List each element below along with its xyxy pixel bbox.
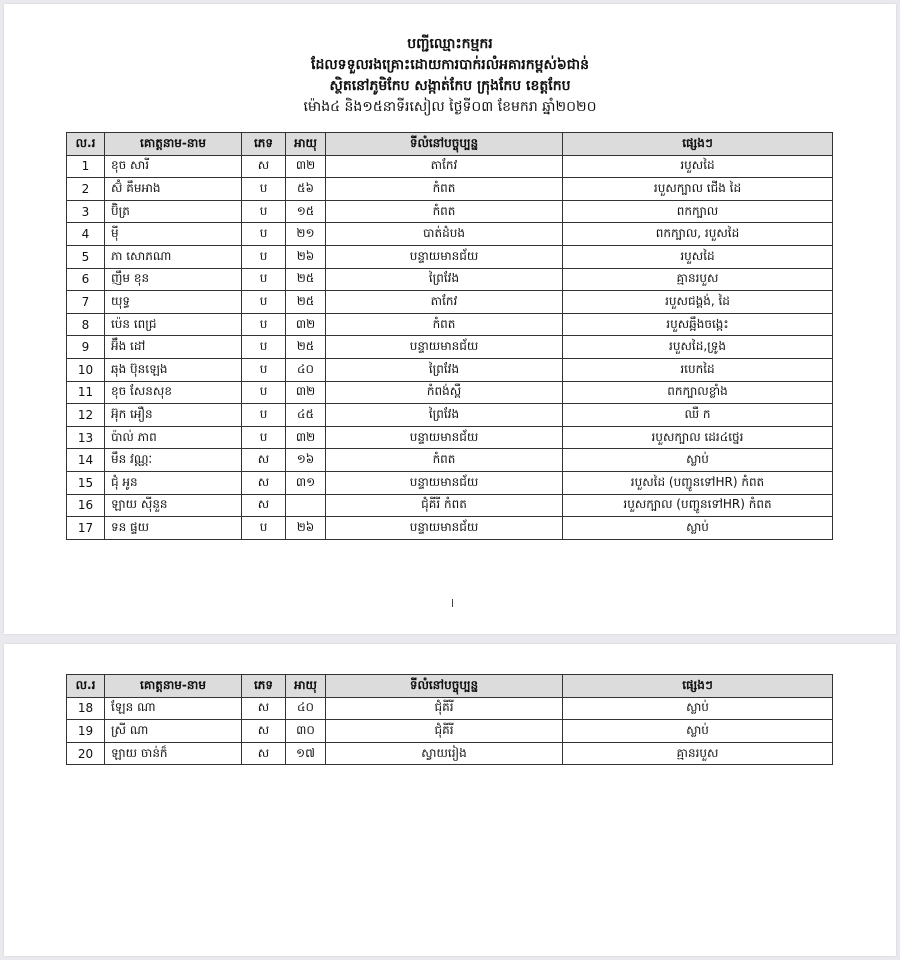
column-header-no: ល.រ xyxy=(67,133,105,156)
table-body xyxy=(67,697,833,765)
cell-note: របេកដៃ xyxy=(563,358,833,381)
column-header-note: ផ្សេងៗ xyxy=(563,133,833,156)
cell-note: របួសដៃ,ទ្រូង xyxy=(563,336,833,359)
cell-address: កំពត xyxy=(326,200,563,223)
cell-name: ប៉ាល់ ភាព xyxy=(105,426,242,449)
cell-address: កំពត xyxy=(326,178,563,201)
table-row xyxy=(67,313,833,336)
cell-address: កំពង់ស្ពឺ xyxy=(326,381,563,404)
header-location: ស្ថិតនៅភូមិកែប សង្កាត់កែប ក្រុងកែប ខេត្តកែប xyxy=(329,78,571,94)
cell-no: 14 xyxy=(67,449,105,472)
cell-no: 4 xyxy=(67,223,105,246)
victims-table-page-2 xyxy=(66,674,833,765)
table-row xyxy=(67,426,833,449)
column-header-age: អាយុ xyxy=(286,133,326,156)
table-row xyxy=(67,245,833,268)
cell-age xyxy=(286,494,326,517)
cell-sex: ប xyxy=(242,517,286,540)
table-row xyxy=(67,336,833,359)
table-row xyxy=(67,697,833,720)
cell-sex: ប xyxy=(242,291,286,314)
cell-name: ម៉ី xyxy=(105,223,242,246)
cell-no: 19 xyxy=(67,720,105,743)
cell-note: ស្លាប់ xyxy=(563,517,833,540)
cell-address: កំពត xyxy=(326,449,563,472)
cell-note: របួសជង្គង់, ដៃ xyxy=(563,291,833,314)
cell-sex: ប xyxy=(242,200,286,223)
cell-age: ២៦ xyxy=(286,245,326,268)
cell-sex: ស xyxy=(242,742,286,765)
cell-age: ១៧ xyxy=(286,742,326,765)
cell-age: ៣២ xyxy=(286,313,326,336)
cell-sex: ប xyxy=(242,268,286,291)
cell-name: ឡាយ ចាន់ក៏ xyxy=(105,742,242,765)
cell-sex: ស xyxy=(242,494,286,517)
cell-note: ស្លាប់ xyxy=(563,449,833,472)
cell-no: 6 xyxy=(67,268,105,291)
cell-name: អ៊ុក អឿន xyxy=(105,404,242,427)
cell-sex: ប xyxy=(242,223,286,246)
cell-note: របួសក្បាល (បញ្ជូនទៅHR) កំពត xyxy=(563,494,833,517)
cell-sex: ស xyxy=(242,471,286,494)
column-header-address: ទីលំនៅបច្ចុប្បន្ន xyxy=(326,675,563,698)
cell-address: តាកែវ xyxy=(326,291,563,314)
cell-no: 1 xyxy=(67,155,105,178)
cell-name: ប៊ិត្រ xyxy=(105,200,242,223)
cell-name: ឡាយ ស៊ីនួន xyxy=(105,494,242,517)
cell-address: ព្រៃវែង xyxy=(326,358,563,381)
cell-name: ឡែន ណា xyxy=(105,697,242,720)
cell-name: ជុំ អូន xyxy=(105,471,242,494)
table-row xyxy=(67,720,833,743)
cell-address: ព្រៃវែង xyxy=(326,268,563,291)
cell-address: កំពត xyxy=(326,313,563,336)
cell-note: របួសក្បាល ជើង ដៃ xyxy=(563,178,833,201)
cell-age: ៤៥ xyxy=(286,404,326,427)
cell-address: ស្វាយរៀង xyxy=(326,742,563,765)
cell-sex: ប xyxy=(242,404,286,427)
table-row xyxy=(67,268,833,291)
table-row xyxy=(67,200,833,223)
column-header-sex: ភេទ xyxy=(242,133,286,156)
cell-no: 11 xyxy=(67,381,105,404)
table-row xyxy=(67,223,833,246)
column-header-name: គោត្តនាម-នាម xyxy=(105,675,242,698)
cell-age: ៣២ xyxy=(286,426,326,449)
cell-name: ខុច សារី xyxy=(105,155,242,178)
table-row xyxy=(67,381,833,404)
header-subtitle: ដែលទទួលរងគ្រោះដោយការបាក់រលំអគារកម្ពស់៦ជាន់ xyxy=(311,57,589,73)
cell-no: 10 xyxy=(67,358,105,381)
cell-note: របួសឆ្អឹងចង្កេះ xyxy=(563,313,833,336)
cell-sex: ប xyxy=(242,358,286,381)
cell-note: គ្មានរបួស xyxy=(563,742,833,765)
cell-no: 18 xyxy=(67,697,105,720)
cell-address: បន្ទាយមានជ័យ xyxy=(326,426,563,449)
cell-address: បន្ទាយមានជ័យ xyxy=(326,336,563,359)
cell-age: ២៦ xyxy=(286,517,326,540)
cell-sex: ស xyxy=(242,720,286,743)
cell-age: ៣២ xyxy=(286,381,326,404)
cell-age: ២៥ xyxy=(286,336,326,359)
cell-no: 20 xyxy=(67,742,105,765)
header-title: បញ្ជីឈ្មោះកម្មករ xyxy=(407,36,493,52)
cell-note: ពកក្បាល xyxy=(563,200,833,223)
cell-name: ខុច សែនសុខ xyxy=(105,381,242,404)
cell-no: 12 xyxy=(67,404,105,427)
cell-note: របួសក្បាល ដេរ៤ថ្នេរ xyxy=(563,426,833,449)
cell-no: 7 xyxy=(67,291,105,314)
cell-no: 3 xyxy=(67,200,105,223)
table-row xyxy=(67,404,833,427)
cell-age: ៤០ xyxy=(286,358,326,381)
cell-age: ៤០ xyxy=(286,697,326,720)
cell-name: ប៉េន ពេជ្រ xyxy=(105,313,242,336)
cell-address: បន្ទាយមានជ័យ xyxy=(326,517,563,540)
cell-age: ៥៦ xyxy=(286,178,326,201)
cell-sex: ប xyxy=(242,336,286,359)
cell-address: បាត់ដំបង xyxy=(326,223,563,246)
cell-note: គ្មានរបួស xyxy=(563,268,833,291)
table-row xyxy=(67,742,833,765)
cell-age: ១៦ xyxy=(286,449,326,472)
cell-note: របួសដៃ (បញ្ជូនទៅHR) កំពត xyxy=(563,471,833,494)
cell-age: ២៥ xyxy=(286,291,326,314)
cell-age: ៣១ xyxy=(286,471,326,494)
table-row xyxy=(67,449,833,472)
column-header-note: ផ្សេងៗ xyxy=(563,675,833,698)
table-header-row xyxy=(67,675,833,698)
table-row xyxy=(67,358,833,381)
cell-age: ២១ xyxy=(286,223,326,246)
cell-note: របួសដៃ xyxy=(563,245,833,268)
cell-sex: ប xyxy=(242,426,286,449)
cell-name: ស៊ំ គឹមអាង xyxy=(105,178,242,201)
cell-sex: ប xyxy=(242,381,286,404)
cell-sex: ស xyxy=(242,155,286,178)
column-header-no: ល.រ xyxy=(67,675,105,698)
cell-address: ជុំគីរី xyxy=(326,720,563,743)
cell-name: យុទ្ធ xyxy=(105,291,242,314)
cell-note: ស្លាប់ xyxy=(563,697,833,720)
cell-sex: ប xyxy=(242,178,286,201)
column-header-name: គោត្តនាម-នាម xyxy=(105,133,242,156)
cell-name: អ៊ឹង ដៅ xyxy=(105,336,242,359)
cell-sex: ប xyxy=(242,313,286,336)
cell-no: 16 xyxy=(67,494,105,517)
document-page-2 xyxy=(4,644,896,956)
header-datetime: ម៉ោង៤ និង១៥នាទីរសៀល ថ្ងៃទី០៣ ខែមករា ឆ្នាំ២០២០ xyxy=(303,99,597,115)
cell-name: ឆុង ប៊ុនឡេង xyxy=(105,358,242,381)
cell-address: ជុំគីរី xyxy=(326,697,563,720)
cell-address: តាកែវ xyxy=(326,155,563,178)
document-page-1 xyxy=(4,4,896,634)
cell-no: 2 xyxy=(67,178,105,201)
cell-address: បន្ទាយមានជ័យ xyxy=(326,471,563,494)
cell-name: ទន ផ្ទយ xyxy=(105,517,242,540)
cell-note: របួសដៃ xyxy=(563,155,833,178)
cell-age: ៣២ xyxy=(286,155,326,178)
cell-name: ស្រី ណា xyxy=(105,720,242,743)
table-row xyxy=(67,471,833,494)
cell-age: ៣០ xyxy=(286,720,326,743)
cell-no: 8 xyxy=(67,313,105,336)
table-row xyxy=(67,291,833,314)
cell-no: 17 xyxy=(67,517,105,540)
cell-note: ពកក្បាល, របួសដៃ xyxy=(563,223,833,246)
cell-no: 15 xyxy=(67,471,105,494)
cell-address: ព្រៃវែង xyxy=(326,404,563,427)
cell-no: 9 xyxy=(67,336,105,359)
column-header-age: អាយុ xyxy=(286,675,326,698)
cell-address: បន្ទាយមានជ័យ xyxy=(326,245,563,268)
cell-no: 5 xyxy=(67,245,105,268)
table-row xyxy=(67,178,833,201)
cell-note: ស្លាប់ xyxy=(563,720,833,743)
cell-address: ជុំគីរី កំពត xyxy=(326,494,563,517)
cell-age: ១៥ xyxy=(286,200,326,223)
column-header-sex: ភេទ xyxy=(242,675,286,698)
cell-sex: ស xyxy=(242,449,286,472)
cell-name: ញឹម ខុន xyxy=(105,268,242,291)
cell-no: 13 xyxy=(67,426,105,449)
cell-note: ពកក្បាលខ្លាំង xyxy=(563,381,833,404)
table-row xyxy=(67,155,833,178)
cell-age: ២៥ xyxy=(286,268,326,291)
column-header-address: ទីលំនៅបច្ចុប្បន្ន xyxy=(326,133,563,156)
table-header-row xyxy=(67,133,833,156)
cell-name: មឹន វណ្ណៈ xyxy=(105,449,242,472)
cell-sex: ប xyxy=(242,245,286,268)
victims-table-page-1 xyxy=(66,132,833,540)
cell-name: ភា សោភណា xyxy=(105,245,242,268)
cell-sex: ស xyxy=(242,697,286,720)
page-mark xyxy=(452,599,453,607)
cell-note: ឈឺ ក xyxy=(563,404,833,427)
table-row xyxy=(67,517,833,540)
table-body xyxy=(67,155,833,539)
table-row xyxy=(67,494,833,517)
document-header xyxy=(4,34,896,118)
